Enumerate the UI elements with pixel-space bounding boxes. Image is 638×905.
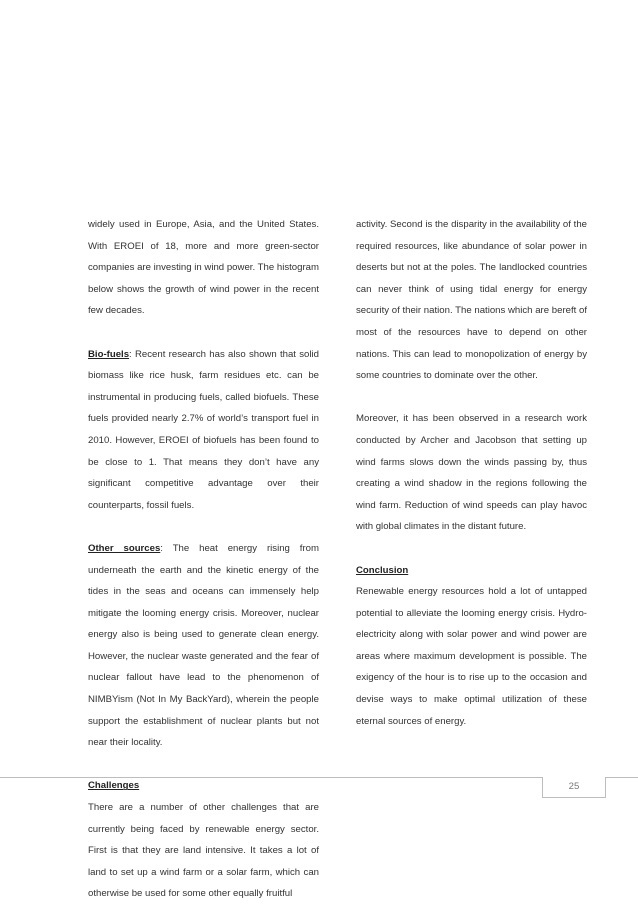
challenges-heading: Challenges — [88, 780, 140, 792]
page-number: 25 — [542, 777, 606, 798]
challenges-body: There are a number of other challenges that are currently being faced by renewable energy sector. First is that they are land intensive. It takes a lot of land to set up a wind farm or a solar farm, which can otherwise be used for some other equally fruitful — [88, 802, 319, 900]
section-challenges — [88, 775, 319, 905]
paragraph-disparity: activity. Second is the disparity in the availability of the required resources, like abundance of solar power in deserts but not at the poles. The landlocked countries can never think of using tidal energy for energy security of their nation. The nations which are bereft of most of the resources have to depend on other nations. This can lead to monopolization of energy by some countries to dominate over the other. — [356, 219, 587, 382]
section-conclusion — [356, 560, 587, 733]
other-sources-body: : The heat energy rising from underneath the earth and the kinetic energy of the tides in the seas and oceans can immensely help mitigate the looming energy crisis. Moreover, nuclear energy also is being used to generate clean energy. However, the nuclear waste generated and the fear of nuclear fallout have lead to the phenomenon of NIMBYism (Not In My BackYard), wherein the people support the establishment of nuclear plants but not near their locality. — [88, 542, 319, 749]
paragraph-biofuels — [88, 344, 319, 517]
paragraph-wind-shadow: Moreover, it has been observed in a research work conducted by Archer and Jacobson that setting up wind farms slows down the winds passing by, thus creating a wind shadow in the regions following the wind farm. Reduction of wind speeds can play havoc with global climates in the distant future. — [356, 413, 587, 533]
biofuels-lead: Bio-fuels — [88, 348, 130, 360]
left-column — [88, 214, 319, 905]
biofuels-body: : Recent research has also shown that solid biomass like rice husk, farm residues etc. can be instrumental in producing fuels, called biofuels. These fuels provided nearly 2.7% of world’s transport fuel in 2010. However, EROEI of biofuels has been found to be close to 1. That means they don’t have any significant competitive advantage over their counterparts, fossil fuels. — [88, 348, 319, 511]
paragraph-other-sources — [88, 538, 319, 754]
conclusion-body: Renewable energy resources hold a lot of untapped potential to alleviate the looming energy crisis. Hydro-electricity along with solar power and wind power are areas where maximum development is possible. The exigency of the hour is to rise up to the occasion and devise ways to make optimal utilization of these eternal sources of energy. — [356, 586, 587, 727]
conclusion-heading: Conclusion — [356, 564, 409, 576]
other-sources-lead: Other sources — [88, 542, 161, 554]
right-column — [356, 214, 587, 732]
paragraph-wind-power: widely used in Europe, Asia, and the United States. With EROEI of 18, more and more green-sector companies are investing in wind power. The histogram below shows the growth of wind power in the recent few decades. — [88, 219, 319, 317]
